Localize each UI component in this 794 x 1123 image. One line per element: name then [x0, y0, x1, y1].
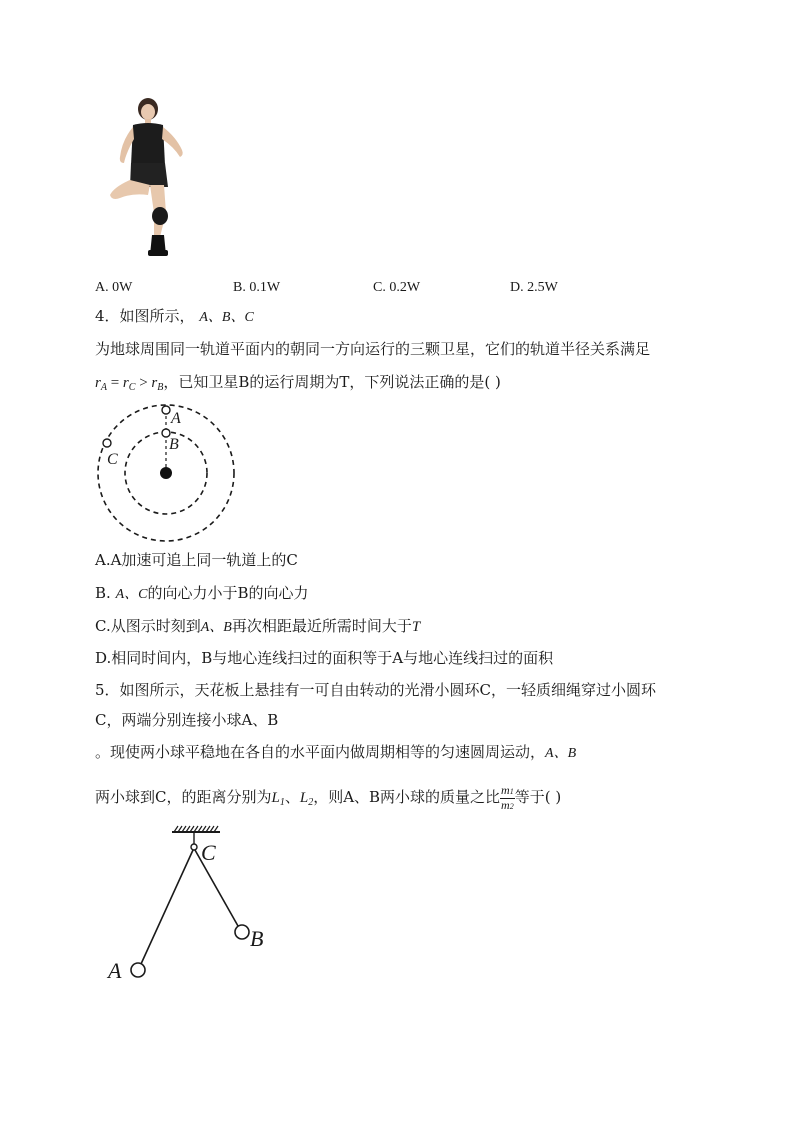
q4-letters: A、B、C: [199, 310, 254, 325]
satellite-c: [103, 439, 111, 447]
q5-line2: C，两端分别连接小球A、B: [95, 711, 279, 729]
mass-ratio-fraction: $\frac{m1}{m2}$: [501, 782, 514, 812]
q5-line4: 两小球到C，的距离分别为$L_1$、$L_2$，则A、B两小球的质量之比 $\frac{m1}{m2}$ 等于( ): [95, 782, 562, 812]
label-c: C: [201, 840, 216, 865]
q4-line3-rest: ，已知卫星B的运行周期为T，下列说法正确的是( ): [163, 373, 501, 391]
ring-c: [191, 844, 197, 850]
option-c: C. 0.2W: [373, 280, 421, 295]
label-a: A: [171, 410, 181, 427]
q4-line3: [95, 372, 501, 398]
q4-line2: 为地球周围同一轨道平面内的朝同一方向运行的三颗卫星，它们的轨道半径关系满足: [95, 340, 651, 358]
q4-option-c: C.从图示时刻到A、B再次相距最近所需时间大于T: [95, 617, 421, 635]
q5-line3: 。现使两小球平稳地在各自的水平面内做周期相等的匀速圆周运动，A、B: [95, 743, 577, 761]
ball-a: [131, 963, 145, 977]
satellite-a: [162, 406, 170, 414]
q4-intro: 如图所示，: [119, 307, 195, 325]
option-a: A. 0W: [95, 280, 133, 295]
ball-b: [235, 925, 249, 939]
label-b: B: [169, 436, 179, 453]
label-a: A: [108, 958, 122, 983]
label-b: B: [250, 926, 264, 951]
earth-dot: [160, 467, 172, 479]
label-c: C: [107, 451, 118, 468]
q4-option-a: A.A加速可追上同一轨道上的C: [95, 551, 298, 569]
pendulum-diagram: [100, 822, 280, 987]
q5-line1: 5．如图所示，天花板上悬挂有一可自由转动的光滑小圆环C，一轻质细绳穿过小圆环: [95, 681, 657, 699]
orbit-relation: $r_A = r_C > r_B$: [95, 375, 164, 393]
skater-photo: [100, 95, 195, 260]
length-symbols: $L_1$、$L_2$: [271, 790, 314, 808]
option-b: B. 0.1W: [233, 280, 281, 295]
q4-number: 4．: [95, 307, 120, 325]
q4-line1: [95, 306, 254, 328]
string-a: [141, 850, 193, 964]
option-d: D. 2.5W: [510, 280, 558, 295]
q4-option-d: D.相同时间内，B与地心连线扫过的面积等于A与地心连线扫过的面积: [95, 649, 554, 667]
q4-option-b: B. A、C的向心力小于B的向心力: [95, 584, 309, 602]
orbit-diagram: [92, 402, 242, 542]
